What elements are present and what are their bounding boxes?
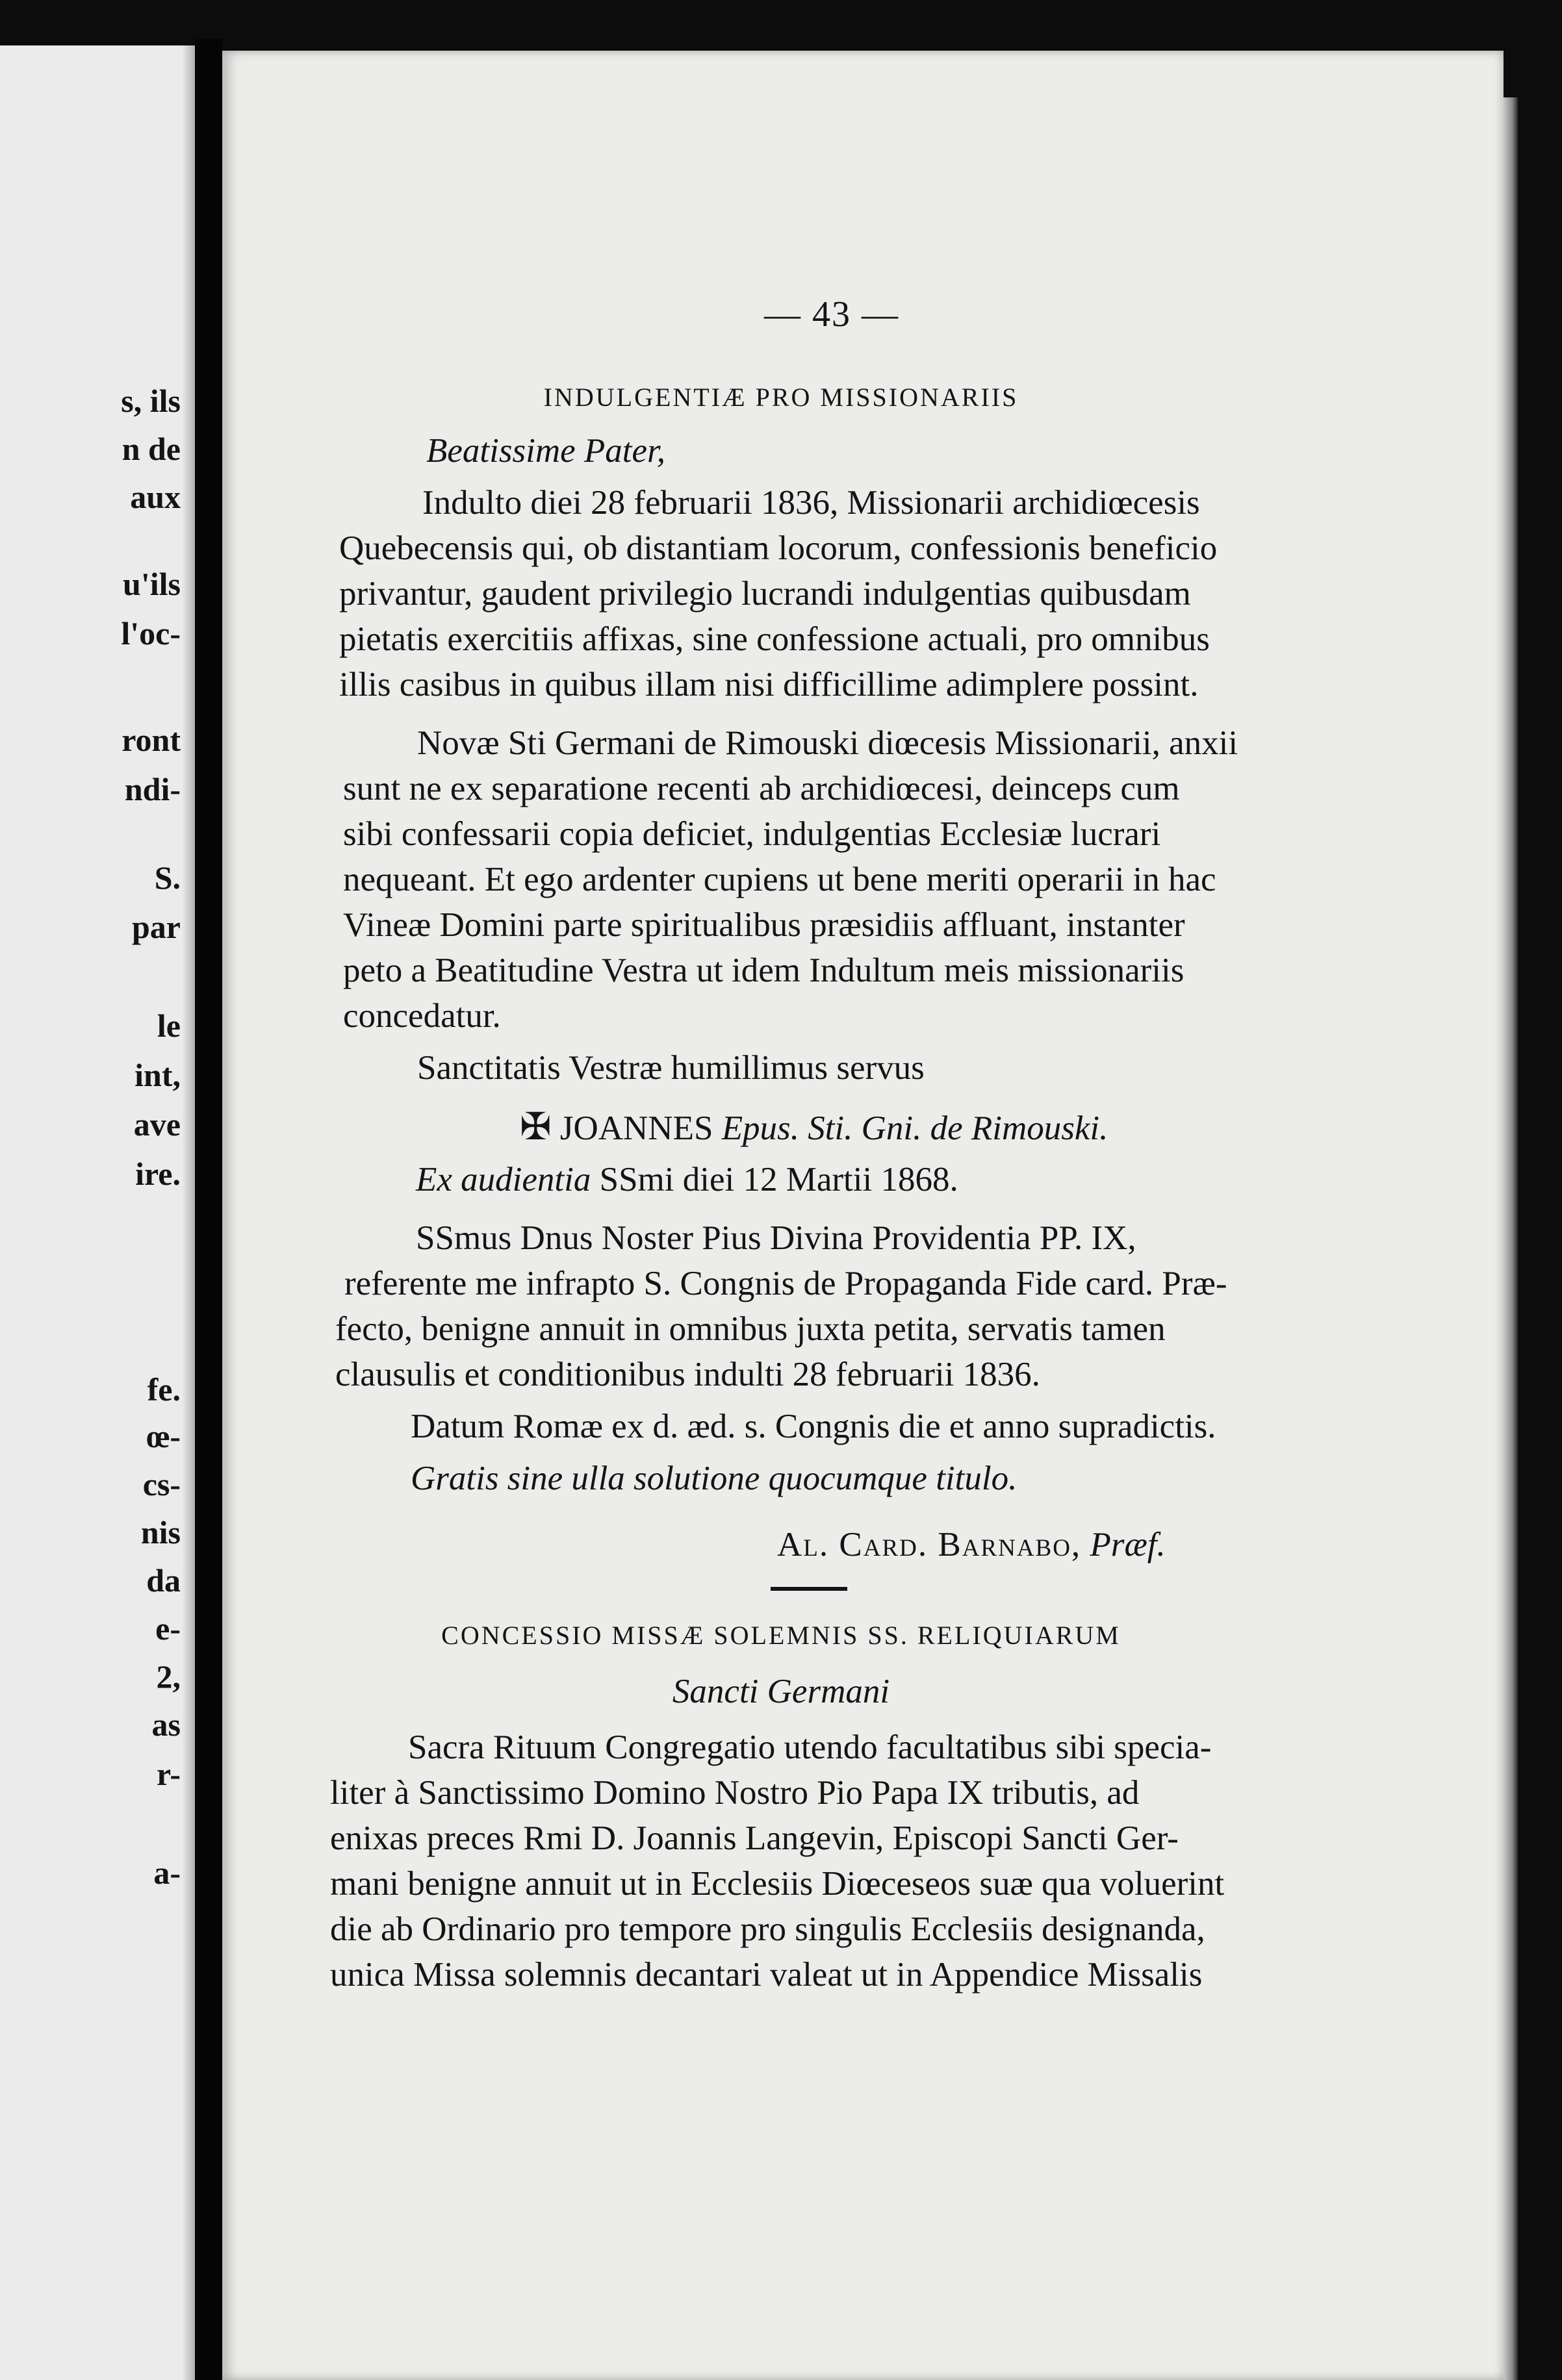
left-page-fragment: da <box>146 1562 181 1599</box>
left-page-fragment: n de <box>122 431 181 467</box>
paragraph-line: die ab Ordinario pro tempore pro singulis Ecclesiis designanda, <box>330 1910 1205 1948</box>
paragraph-line: illis casibus in quibus illam nisi difficillime adimplere possint. <box>339 666 1199 703</box>
paragraph-line: Quebecensis qui, ob distantiam locorum, confessionis beneficio <box>339 529 1218 567</box>
paragraph-line: Indulto diei 28 februarii 1836, Missionarii archidiœcesis <box>422 484 1200 522</box>
section-subheading: Sancti Germani <box>672 1673 890 1710</box>
paragraph-line: unica Missa solemnis decantari valeat ut in Appendice Missalis <box>330 1956 1203 1994</box>
closing-line: Sanctitatis Vestræ humillimus servus <box>417 1049 925 1087</box>
section-divider <box>771 1587 847 1591</box>
left-page-fragment: int, <box>134 1057 181 1093</box>
left-page-fragment: u'ils <box>123 566 181 602</box>
section-heading-concessio: CONCESSIO MISSÆ SOLEMNIS SS. RELIQUIARUM <box>441 1621 1121 1650</box>
section-heading-indulgentiae: INDULGENTIÆ PRO MISSIONARIIS <box>543 383 1019 412</box>
paragraph-line: fecto, benigne annuit in omnibus juxta petita, servatis tamen <box>335 1310 1166 1348</box>
left-page-fragment: le <box>157 1007 181 1044</box>
paragraph-line: liter à Sanctissimo Domino Nostro Pio Papa IX tributis, ad <box>330 1774 1140 1812</box>
salutation: Beatissime Pater, <box>426 432 665 470</box>
paragraph-line: Novæ Sti Germani de Rimouski diœcesis Missionarii, anxii <box>417 724 1238 762</box>
left-page-fragment: a- <box>153 1855 181 1891</box>
left-page-fragment: as <box>151 1706 181 1743</box>
paragraph-line: enixas preces Rmi D. Joannis Langevin, Episcopi Sancti Ger- <box>330 1819 1179 1857</box>
paragraph-line: concedatur. <box>343 997 501 1035</box>
paragraph-line: pietatis exercitiis affixas, sine confessione actuali, pro omnibus <box>339 620 1210 658</box>
page-number: — 43 — <box>764 294 899 335</box>
left-page-fragment: 2, <box>156 1658 181 1695</box>
paragraph-line: SSmus Dnus Noster Pius Divina Providentia PP. IX, <box>416 1219 1136 1257</box>
left-page-fragment: fe. <box>147 1371 181 1408</box>
left-page-fragment: s, ils <box>121 383 181 419</box>
left-page-fragment: cs- <box>142 1466 181 1502</box>
signature-title: Epus. Sti. Gni. de Rimouski. <box>721 1109 1108 1147</box>
left-page-fragment: ire. <box>135 1156 181 1192</box>
gratis-line: Gratis sine ulla solutione quocumque titulo. <box>411 1460 1018 1497</box>
paragraph-line: nequeant. Et ego ardenter cupiens ut bene meriti operarii in hac <box>343 861 1216 898</box>
left-page-fragment: S. <box>154 859 181 896</box>
left-page-fragment: ront <box>122 722 181 758</box>
cardinal-name: Al. Card. Barnabo, <box>777 1526 1082 1563</box>
paragraph-line: sunt ne ex separatione recenti ab archidiœcesi, deinceps cum <box>343 770 1180 807</box>
paragraph-line: Vineæ Domini parte spiritualibus præsidiis affluant, instanter <box>343 906 1185 944</box>
paragraph-line: referente me infrapto S. Congnis de Propaganda Fide card. Præ- <box>344 1265 1227 1302</box>
left-page-fragment: aux <box>130 479 181 515</box>
left-page-fragment: par <box>132 909 181 945</box>
paragraph-line: privantur, gaudent privilegio lucrandi indulgentias quibusdam <box>339 575 1191 613</box>
audience-label: Ex audientia <box>416 1161 591 1198</box>
left-page-fragment: ave <box>133 1106 181 1143</box>
page-edge <box>1504 97 1518 2380</box>
paragraph-line: sibi confessarii copia deficiet, indulgentias Ecclesiæ lucrari <box>343 815 1161 853</box>
paragraph-line: Sacra Rituum Congregatio utendo facultatibus sibi specia- <box>408 1728 1212 1766</box>
audience-line <box>416 1163 958 1197</box>
paragraph-line: mani benigne annuit ut in Ecclesiis Diœceseos suæ qua voluerint <box>330 1865 1225 1903</box>
left-page-fragment: nis <box>140 1514 181 1551</box>
signature-name: JOANNES <box>559 1109 713 1147</box>
left-page-fragment: ndi- <box>124 771 181 807</box>
cardinal-signature <box>777 1528 1166 1562</box>
left-page-fragment: e- <box>155 1610 181 1647</box>
left-page-fragment: œ- <box>146 1418 181 1454</box>
paragraph-line: peto a Beatitudine Vestra ut idem Indultum meis missionariis <box>343 952 1184 989</box>
cardinal-role: Præf. <box>1090 1526 1166 1563</box>
cross-icon: ✠ <box>520 1106 552 1148</box>
paragraph-line: clausulis et conditionibus indulti 28 februarii 1836. <box>335 1356 1040 1393</box>
datum-line: Datum Romæ ex d. æd. s. Congnis die et anno supradictis. <box>411 1408 1216 1445</box>
left-page-fragment: r- <box>157 1756 181 1792</box>
left-page-fragment: l'oc- <box>121 615 181 652</box>
signature-line <box>520 1108 1108 1146</box>
audience-date: SSmi diei 12 Martii 1868. <box>599 1161 958 1198</box>
